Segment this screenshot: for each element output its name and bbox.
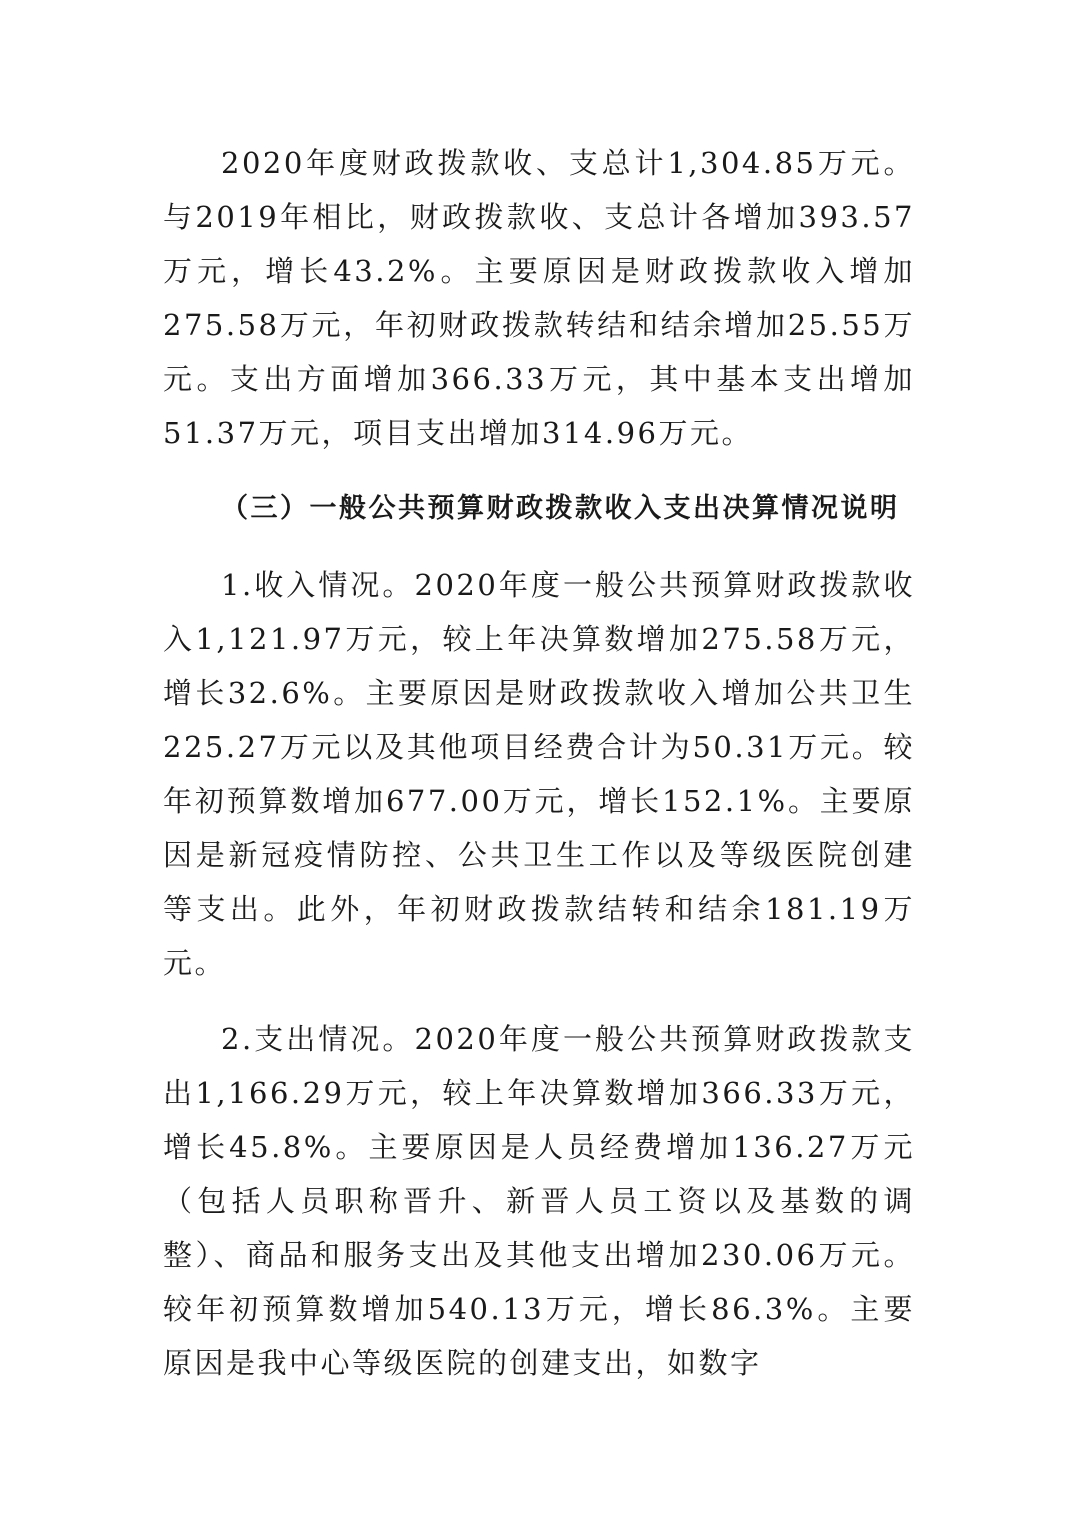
paragraph-expenditure: 2.支出情况。2020年度一般公共预算财政拨款支出1,166.29万元，较上年决算数增加366.33万元，增长45.8%。主要原因是人员经费增加136.27万元（包括人员职称晋升、新晋人员工资以及基数的调整）、商品和服务支出及其他支出增加230.06万元。较年初预算数增加540.13万元，增长86.3%。主要原因是我中心等级医院的创建支出，如数字 <box>163 1022 915 1380</box>
document-body <box>163 136 915 1390</box>
paragraph-fiscal-total: 2020年度财政拨款收、支总计1,304.85万元。与2019年相比，财政拨款收、支总计各增加393.57万元，增长43.2%。主要原因是财政拨款收入增加275.58万元，年初财政拨款转结和结余增加25.55万元。支出方面增加366.33万元，其中基本支出增加51.37万元，项目支出增加314.96万元。 <box>163 146 915 450</box>
paragraph-income: 1.收入情况。2020年度一般公共预算财政拨款收入1,121.97万元，较上年决算数增加275.58万元，增长32.6%。主要原因是财政拨款收入增加公共卫生225.27万元以及其他项目经费合计为50.31万元。较年初预算数增加677.00万元，增长152.1%。主要原因是新冠疫情防控、公共卫生工作以及等级医院创建等支出。此外，年初财政拨款结转和结余181.19万元。 <box>163 568 915 980</box>
section-heading: （三）一般公共预算财政拨款收入支出决算情况说明 <box>221 493 900 524</box>
